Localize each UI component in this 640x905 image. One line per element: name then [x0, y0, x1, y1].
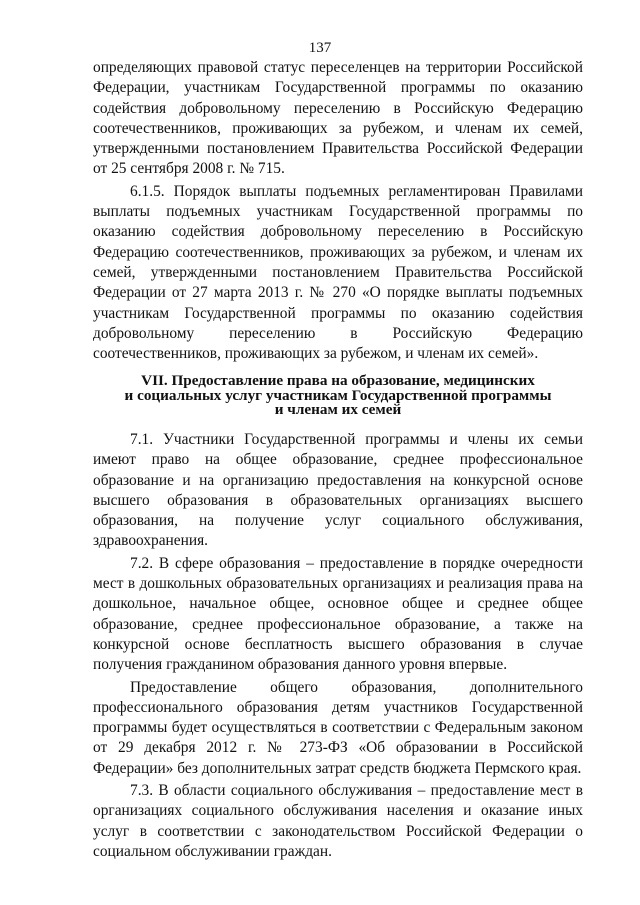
page-number: 137 [308, 40, 332, 56]
section-heading-line-3: и членам их семей [274, 401, 402, 419]
paragraph-general-education: Предоставление общего образования, дополнительного профессионального образования детям участников Государственной программы будет осуществляться в соответствии с Федеральным законом от 29 декабря 2012 г. № 273-ФЗ «Об образовании в Российской Федерации» без дополнительных затрат средств бюджета Пермского края. [93, 678, 583, 777]
paragraph-7-2: 7.2. В сфере образования – предоставление в порядке очередности мест в дошкольных образовательных организациях и реализация права на дошкольное, начальное общее, основное общее и среднее общее образование, среднее профессиональное образование, а также на конкурсной основе бесплатность высшего образования в случае получения гражданином образования данного уровня впервые. [93, 554, 583, 674]
page-body [93, 58, 583, 862]
paragraph-7-3: 7.3. В области социального обслуживания – предоставление мест в организациях социального обслуживания населения и оказание иных услуг в соответствии с законодательством Российской Федерации о социальном обслуживании граждан. [93, 782, 583, 860]
paragraph-continuation: определяющих правовой статус переселенцев на территории Российской Федерации, участникам Государственной программы по оказанию содействия добровольному переселению в Российскую Федерацию соотечественников, проживающих за рубежом, и членам их семей, утвержденными постановлением Правительства Российской Федерации от 25 сентября 2008 г. № 715. [93, 59, 583, 178]
paragraph-6-1-5: 6.1.5. Порядок выплаты подъемных регламентирован Правилами выплаты подъемных участникам Государственной программы по оказанию содействия добровольному переселению в Российскую Федерацию соотечественников, проживающих за рубежом, и членам их семей, утвержденными постановлением Правительства Российской Федерации от 27 марта 2013 г. № 270 «О порядке выплаты подъемных участникам Государственной программы по оказанию содействия добровольному переселению в Российскую Федерацию соотечественников, проживающих за рубежом, и членам их семей». [93, 182, 583, 363]
section-heading [93, 374, 583, 418]
section-heading-line-2: и социальных услуг участникам Государственной программы [124, 386, 552, 404]
paragraph-7-1: 7.1. Участники Государственной программы и члены их семьи имеют право на общее образование, среднее профессиональное образование и на организацию предоставления на конкурсной основе высшего образования в образовательных организациях высшего образования, на получение услуг социального обслуживания, здравоохранения. [93, 430, 583, 550]
section-heading-line-1: VII. Предоставление права на образование, медицинских [141, 372, 535, 390]
